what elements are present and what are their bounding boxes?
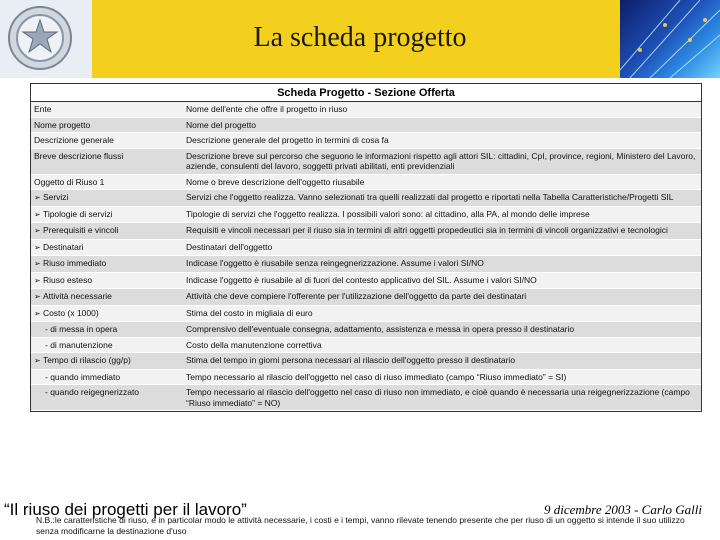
row-desc: Tipologie di servizi che l'oggetto realizza. I possibili valori sono: al cittadino, alla PA, al mondo delle imprese bbox=[183, 206, 701, 223]
row-label: ➢ Riuso immediato bbox=[31, 256, 183, 273]
row-desc: Comprensivo dell'eventuale consegna, adattamento, assistenza e messa in opera presso il destinatario bbox=[183, 322, 701, 338]
table-row bbox=[31, 102, 701, 117]
row-label: - di messa in opera bbox=[31, 322, 183, 338]
table-row bbox=[31, 223, 701, 240]
table-row bbox=[31, 353, 701, 370]
table-row bbox=[31, 305, 701, 322]
table-row bbox=[31, 239, 701, 256]
footer-quote: “Il riuso dei progetti per il lavoro” bbox=[4, 500, 247, 519]
row-desc: Destinatari dell'oggetto bbox=[183, 239, 701, 256]
network-image bbox=[620, 0, 720, 78]
table-row bbox=[31, 337, 701, 353]
row-desc: Nome dell'ente che offre il progetto in riuso bbox=[183, 102, 701, 117]
row-desc: Costo della manutenzione correttiva bbox=[183, 337, 701, 353]
row-desc: Tempo necessario al rilascio dell'oggetto nel caso di riuso non immediato, e cioè quando è necessaria una reigegnerizzazione (campo “Riuso immediato” = NO) bbox=[183, 385, 701, 411]
row-label: ➢ Riuso esteso bbox=[31, 272, 183, 289]
footer-author: 9 dicembre 2003 - Carlo Galli bbox=[543, 502, 702, 517]
row-desc: Nome del progetto bbox=[183, 117, 701, 133]
row-label: - quando immediato bbox=[31, 369, 183, 385]
row-label: Breve descrizione flussi bbox=[31, 148, 183, 174]
table-row bbox=[31, 190, 701, 207]
row-desc: Nome o breve descrizione dell'oggetto riusabile bbox=[183, 174, 701, 190]
row-label: Oggetto di Riuso 1 bbox=[31, 174, 183, 190]
emblem-logo bbox=[0, 0, 92, 78]
table-row bbox=[31, 174, 701, 190]
row-label: Descrizione generale bbox=[31, 133, 183, 149]
row-desc: Requisiti e vincoli necessari per il riuso sia in termini di altri oggetti propedeutici sia in termini di vincoli organizzativi e tecnologici bbox=[183, 223, 701, 240]
page-title: La scheda progetto bbox=[253, 22, 467, 53]
row-label: ➢ Destinatari bbox=[31, 239, 183, 256]
row-desc: Descrizione generale del progetto in termini di cosa fa bbox=[183, 133, 701, 149]
row-label: Nome progetto bbox=[31, 117, 183, 133]
table-row bbox=[31, 322, 701, 338]
row-label: ➢ Prerequisiti e vincoli bbox=[31, 223, 183, 240]
table-row bbox=[31, 385, 701, 411]
row-label: ➢ Attività necessarie bbox=[31, 289, 183, 306]
table-row bbox=[31, 256, 701, 273]
table-caption: Scheda Progetto - Sezione Offerta bbox=[31, 84, 701, 102]
table-row bbox=[31, 369, 701, 385]
row-desc: Stima del costo in migliaia di euro bbox=[183, 305, 701, 322]
row-desc: Descrizione breve sul percorso che seguono le informazioni rispetto agli attori SIL: cittadini, CpI, province, regioni, Ministero del Lavoro, aziende, consulenti del lavoro, soggetti privati abilitati, enti previdenziali bbox=[183, 148, 701, 174]
row-label: Ente bbox=[31, 102, 183, 117]
table-row bbox=[31, 289, 701, 306]
table-row bbox=[31, 133, 701, 149]
table-row bbox=[31, 117, 701, 133]
row-desc: Tempo necessario al rilascio dell'oggetto nel caso di riuso immediato (campo “Riuso immediato” = SI) bbox=[183, 369, 701, 385]
row-desc: Indicase l'oggetto è riusabile al di fuori del contesto applicativo del SIL. Assume i valori SI/NO bbox=[183, 272, 701, 289]
footnote: N.B.:le caratteristiche di riuso, e in particolar modo le attività necessarie, i costi e i tempi, vanno rilevate tenendo presente che per riuso di un oggetto si intende il suo utilizzo senza modificarne la destinazione d'uso bbox=[36, 515, 685, 536]
row-label: ➢ Tempo di rilascio (gg/p) bbox=[31, 353, 183, 370]
row-label: ➢ Costo (x 1000) bbox=[31, 305, 183, 322]
row-label: ➢ Tipologie di servizi bbox=[31, 206, 183, 223]
row-desc: Attività che deve compiere l'offerente per l'utilizzazione dell'oggetto da parte dei destinatari bbox=[183, 289, 701, 306]
row-label: ➢ Servizi bbox=[31, 190, 183, 207]
table-row bbox=[31, 148, 701, 174]
table-row bbox=[31, 206, 701, 223]
row-desc: Indicase l'oggetto è riusabile senza reingegnerizzazione. Assume i valori SI/NO bbox=[183, 256, 701, 273]
table-row bbox=[31, 272, 701, 289]
row-label: - di manutenzione bbox=[31, 337, 183, 353]
row-label: - quando reigegnerizzato bbox=[31, 385, 183, 411]
row-desc: Servizi che l'oggetto realizza. Vanno selezionati tra quelli realizzati dal progetto e riportati nella Tabella Caratteristiche/Progetti SIL bbox=[183, 190, 701, 207]
row-desc: Stima del tempo in giorni persona necessari al rilascio dell'oggetto presso il destinatario bbox=[183, 353, 701, 370]
offer-table bbox=[30, 83, 702, 412]
